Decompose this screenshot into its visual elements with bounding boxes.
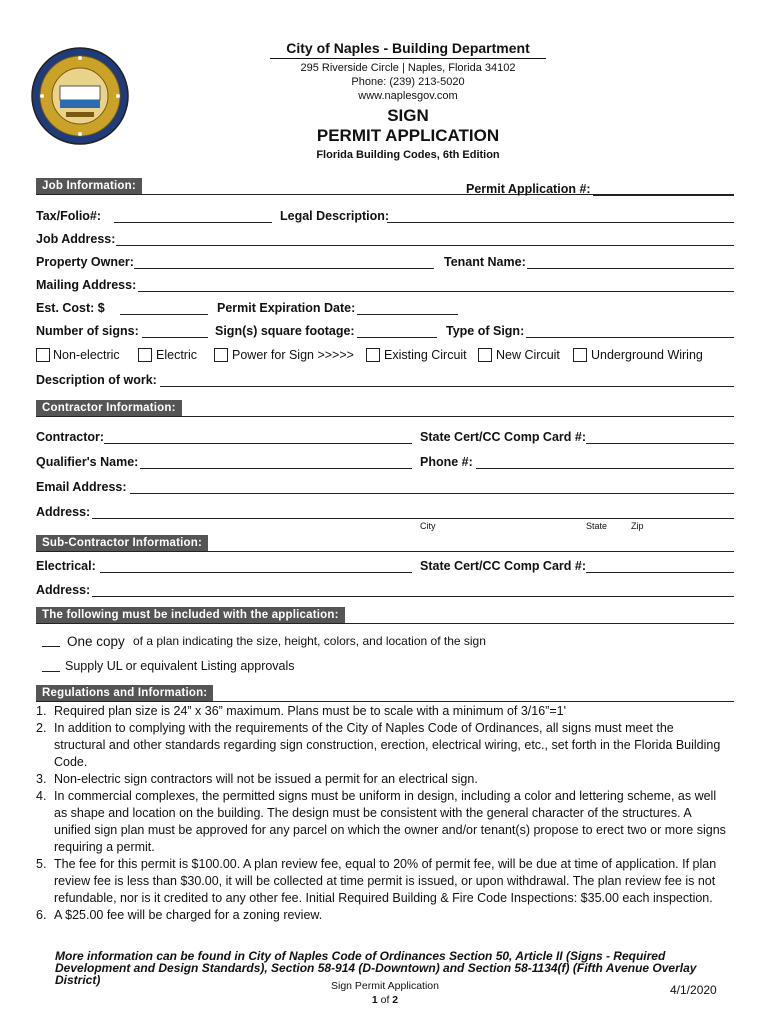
sub-contractor-information-header: Sub-Contractor Information: bbox=[36, 535, 208, 552]
divider bbox=[36, 551, 734, 552]
description-of-work-field[interactable] bbox=[160, 386, 734, 387]
non-electric-label: Non-electric bbox=[53, 348, 120, 362]
one-copy-lead: One copy bbox=[67, 634, 125, 649]
sub-address-field[interactable] bbox=[92, 596, 734, 597]
department-address: 295 Riverside Circle | Naples, Florida 34102 bbox=[300, 62, 516, 74]
sub-state-cert-field[interactable] bbox=[586, 572, 734, 573]
permit-application-number-field[interactable] bbox=[593, 195, 734, 196]
department-phone: Phone: (239) 213-5020 bbox=[351, 76, 465, 88]
form-title-line1: SIGN bbox=[387, 106, 429, 125]
regulation-item bbox=[36, 771, 726, 788]
ul-listing-text: Supply UL or equivalent Listing approvals bbox=[65, 659, 295, 673]
department-name: City of Naples - Building Department bbox=[270, 40, 546, 59]
tax-folio-field[interactable] bbox=[114, 222, 272, 223]
electrical-label: Electrical: bbox=[36, 559, 96, 573]
qualifiers-name-label: Qualifier's Name: bbox=[36, 455, 139, 469]
type-of-sign-field[interactable] bbox=[526, 337, 734, 338]
permit-expiration-label: Permit Expiration Date: bbox=[217, 301, 356, 315]
non-electric-checkbox[interactable] bbox=[36, 348, 50, 362]
contractor-phone-field[interactable] bbox=[476, 468, 734, 469]
contractor-address-field[interactable] bbox=[92, 518, 734, 519]
contractor-address-label: Address: bbox=[36, 505, 91, 519]
regulation-item bbox=[36, 720, 726, 771]
permit-expiration-field[interactable] bbox=[357, 314, 458, 315]
power-for-sign-checkbox[interactable] bbox=[214, 348, 228, 362]
included-items-header: The following must be included with the application: bbox=[36, 607, 345, 624]
permit-application-number-label: Permit Application #: bbox=[466, 182, 591, 196]
zip-caption: Zip bbox=[631, 521, 644, 531]
regulation-number: 3. bbox=[36, 772, 47, 786]
mailing-address-label: Mailing Address: bbox=[36, 278, 137, 292]
regulations-list bbox=[36, 703, 726, 924]
footer-date: 4/1/2020 bbox=[670, 983, 717, 997]
regulation-item bbox=[36, 907, 726, 924]
est-cost-field[interactable] bbox=[120, 314, 208, 315]
regulation-number: 1. bbox=[36, 704, 47, 718]
legal-description-field[interactable] bbox=[387, 222, 734, 223]
sub-address-label: Address: bbox=[36, 583, 91, 597]
regulation-number: 6. bbox=[36, 908, 47, 922]
regulation-text: In addition to complying with the requirements of the City of Naples Code of Ordinances, all signs must meet the structural and other standards regarding sign construction, erection, electrical wiring, etc., set forth in the Florida Building Code. bbox=[54, 721, 721, 769]
email-address-label: Email Address: bbox=[36, 480, 127, 494]
page-of: of bbox=[380, 994, 390, 1006]
new-circuit-checkbox[interactable] bbox=[478, 348, 492, 362]
underground-wiring-checkbox[interactable] bbox=[573, 348, 587, 362]
contractor-information-header: Contractor Information: bbox=[36, 400, 182, 417]
job-address-field[interactable] bbox=[116, 245, 734, 246]
property-owner-field[interactable] bbox=[134, 268, 434, 269]
number-of-signs-label: Number of signs: bbox=[36, 324, 139, 338]
number-of-signs-field[interactable] bbox=[142, 337, 208, 338]
form-title-line2: PERMIT APPLICATION bbox=[316, 126, 500, 145]
est-cost-label: Est. Cost: $ bbox=[36, 301, 105, 315]
legal-description-label: Legal Description: bbox=[280, 209, 390, 223]
sub-state-cert-label: State Cert/CC Comp Card #: bbox=[420, 559, 586, 573]
regulation-text: Non-electric sign contractors will not be issued a permit for an electrical sign. bbox=[54, 772, 478, 786]
tenant-name-field[interactable] bbox=[527, 268, 734, 269]
city-caption: City bbox=[420, 521, 436, 531]
ul-listing-blank[interactable] bbox=[42, 671, 60, 672]
description-of-work-label: Description of work: bbox=[36, 373, 157, 387]
type-of-sign-label: Type of Sign: bbox=[446, 324, 525, 338]
mailing-address-field[interactable] bbox=[138, 291, 734, 292]
regulation-number: 5. bbox=[36, 857, 47, 871]
job-information-header: Job Information: bbox=[36, 178, 142, 195]
electrical-field[interactable] bbox=[100, 572, 412, 573]
regulation-item bbox=[36, 703, 726, 720]
contractor-field[interactable] bbox=[104, 443, 412, 444]
divider bbox=[36, 416, 734, 417]
power-for-sign-label: Power for Sign >>>>> bbox=[232, 348, 354, 362]
department-website: www.naplesgov.com bbox=[358, 90, 458, 102]
footer-page-number bbox=[340, 994, 430, 1006]
underground-wiring-label: Underground Wiring bbox=[591, 348, 703, 362]
job-address-label: Job Address: bbox=[36, 232, 116, 246]
regulation-text: Required plan size is 24” x 36” maximum. Plans must be to scale with a minimum of 3/16”=1' bbox=[54, 704, 566, 718]
sign-square-footage-field[interactable] bbox=[357, 337, 437, 338]
tax-folio-label: Tax/Folio#: bbox=[36, 209, 102, 223]
electric-label: Electric bbox=[156, 348, 197, 362]
divider bbox=[36, 701, 734, 702]
property-owner-label: Property Owner: bbox=[36, 255, 134, 269]
regulation-text: In commercial complexes, the permitted signs must be uniform in design, including a color and lettering scheme, as well as shape and location on the building. The design must be consistent with the general character of the structures. A unified sign plan must be approved for any parcel on which the owner and/or tenant(s) propose to erect two or more signs requiring a permit. bbox=[54, 789, 726, 854]
regulation-number: 4. bbox=[36, 789, 47, 803]
regulation-number: 2. bbox=[36, 721, 47, 735]
regulation-item bbox=[36, 856, 726, 907]
sign-square-footage-label: Sign(s) square footage: bbox=[215, 324, 355, 338]
divider bbox=[36, 623, 734, 624]
existing-circuit-checkbox[interactable] bbox=[366, 348, 380, 362]
state-caption: State bbox=[586, 521, 608, 531]
contractor-phone-label: Phone #: bbox=[420, 455, 473, 469]
form-subtitle: Florida Building Codes, 6th Edition bbox=[316, 149, 500, 161]
existing-circuit-label: Existing Circuit bbox=[384, 348, 467, 362]
one-copy-text: of a plan indicating the size, height, colors, and location of the sign bbox=[133, 634, 486, 648]
electric-checkbox[interactable] bbox=[138, 348, 152, 362]
footer-doc-name: Sign Permit Application bbox=[331, 980, 439, 992]
tenant-name-label: Tenant Name: bbox=[444, 255, 526, 269]
page-total: 2 bbox=[392, 994, 399, 1006]
regulations-header: Regulations and Information: bbox=[36, 685, 213, 702]
new-circuit-label: New Circuit bbox=[496, 348, 560, 362]
regulation-text: The fee for this permit is $100.00. A plan review fee, equal to 20% of permit fee, will be due at time of application. If plan review fee is less than $30.00, it will be collected at time permit is issued, or upon withdrawal. The plan review fee is not refundable, nor is it credited to any other fee. Initial Required Building & Fire Code Inspections: $35.00 each inspection. bbox=[54, 857, 717, 905]
city-seal-logo bbox=[30, 46, 130, 146]
more-info-note: More information can be found in City of Naples Code of Ordinances Section 50, Article II (Signs - Required Development and Design Standards), Section 58-914 (D-Downtown) and Section 58-1134(f) (Fifth Avenue Overlay District) bbox=[55, 949, 697, 987]
qualifiers-name-field[interactable] bbox=[140, 468, 412, 469]
state-cert-field[interactable] bbox=[586, 443, 734, 444]
state-cert-label: State Cert/CC Comp Card #: bbox=[420, 430, 586, 444]
page-current: 1 bbox=[371, 994, 378, 1006]
regulation-item bbox=[36, 788, 726, 856]
regulation-text: A $25.00 fee will be charged for a zoning review. bbox=[54, 908, 323, 922]
email-address-field[interactable] bbox=[130, 493, 734, 494]
one-copy-blank[interactable] bbox=[42, 646, 60, 647]
contractor-label: Contractor: bbox=[36, 430, 105, 444]
